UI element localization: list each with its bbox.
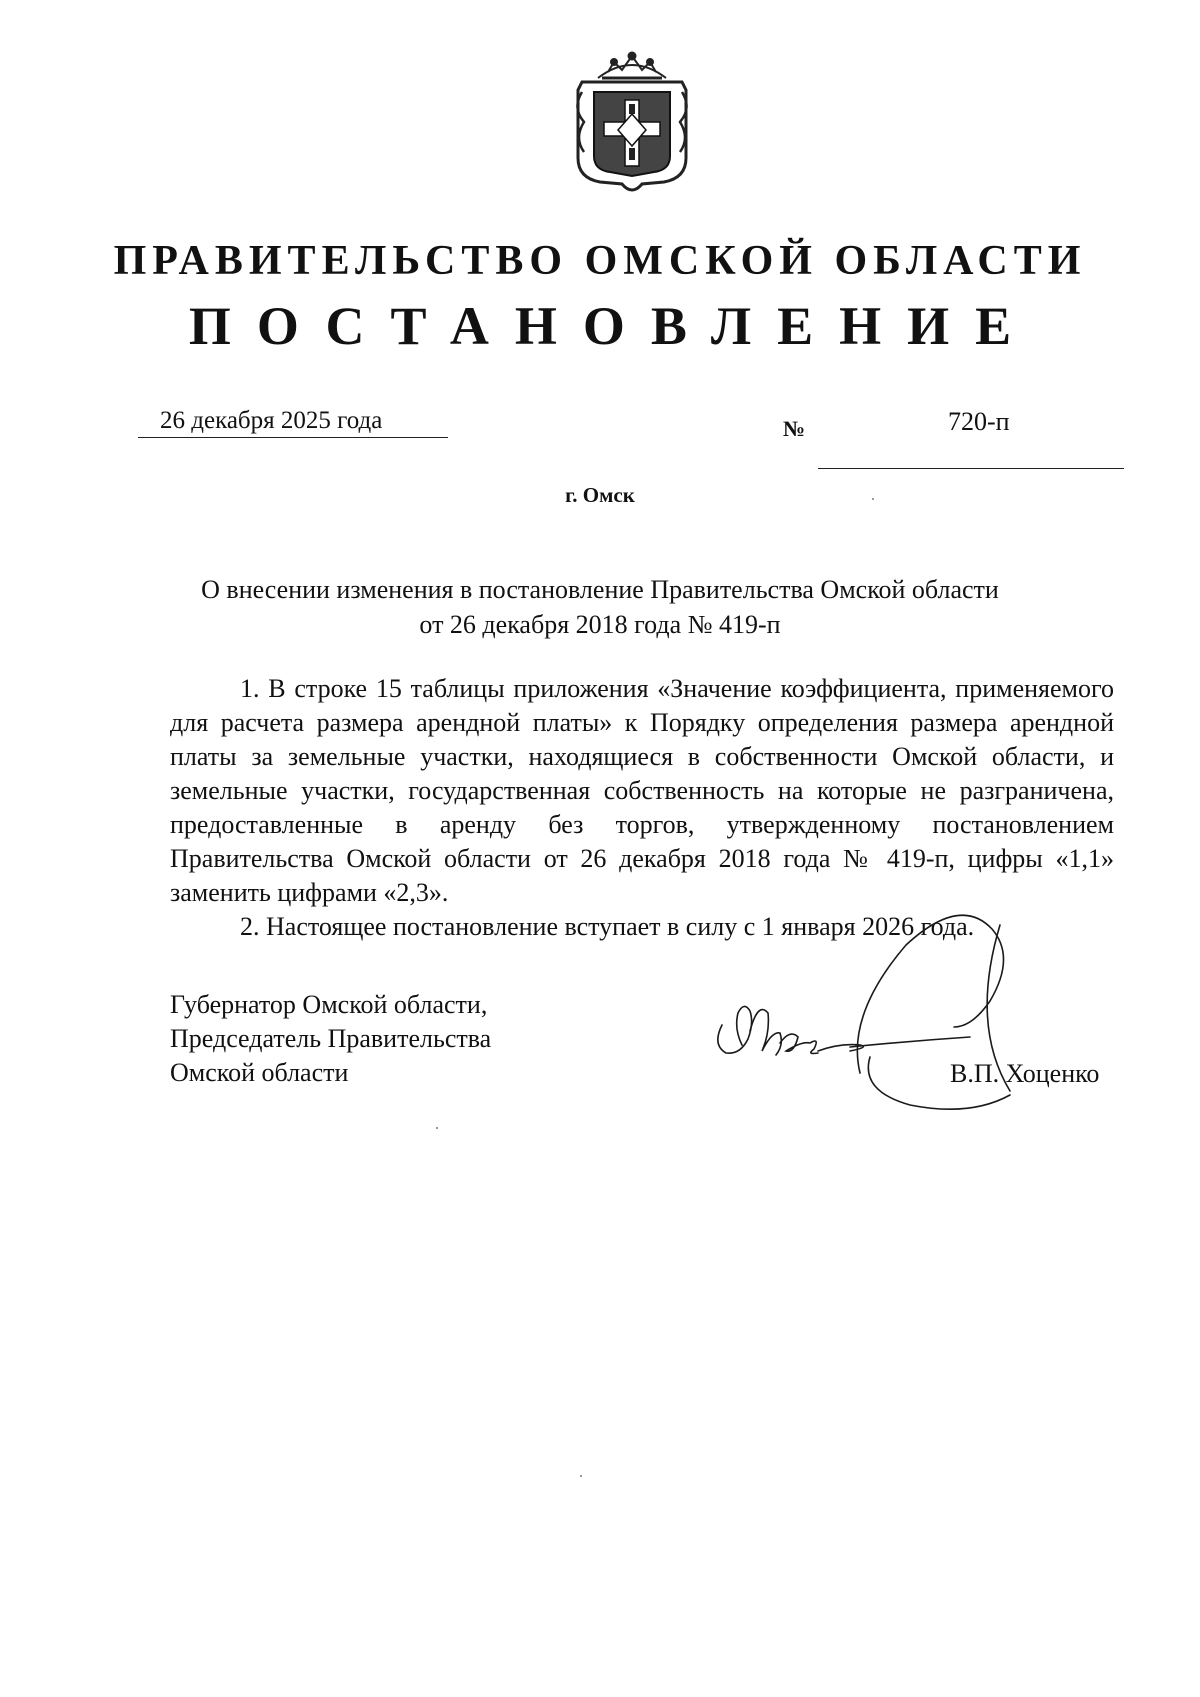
document-number: 720-п xyxy=(948,407,1010,436)
position-line-3: Омской области xyxy=(170,1058,349,1087)
body-paragraph-1: 1. В строке 15 таблицы приложения «Значение коэффициента, применяемого для расчета размера арендной платы» к Порядку определения размера арендной платы за земельные участки, находящиеся в собственности Омской области, и земельные участки, государственная собственность на которые не разграничена, предоставленные в аренду без торгов, утвержденному постановлением Правительства Омской области от 26 декабря 2018 года № 419-п, цифры «1,1» заменить цифрами «2,3». xyxy=(170,674,1114,907)
position-line-1: Губернатор Омской области, xyxy=(170,990,488,1019)
document-body xyxy=(170,672,1114,944)
city-label: г. Омск xyxy=(565,483,635,507)
scan-speck xyxy=(872,498,874,500)
document-type-title: ПОСТАНОВЛЕНИЕ xyxy=(188,296,1038,356)
number-underline xyxy=(818,468,1124,469)
handwritten-signature xyxy=(710,905,1130,1115)
number-sign: № xyxy=(783,416,806,441)
scan-speck xyxy=(580,1475,582,1477)
signatory-position xyxy=(170,988,491,1090)
date-underline xyxy=(138,437,448,438)
government-title: ПРАВИТЕЛЬСТВО ОМСКОЙ ОБЛАСТИ xyxy=(113,238,1087,284)
document-date: 26 декабря 2025 года xyxy=(160,407,383,434)
document-subject xyxy=(0,572,1200,642)
subject-line-1: О внесении изменения в постановление Правительства Омской области xyxy=(201,575,999,604)
scan-speck xyxy=(436,1127,438,1129)
position-line-2: Председатель Правительства xyxy=(170,1024,492,1053)
body-paragraph-2: 2. Настоящее постановление вступает в силу с 1 января 2026 года. xyxy=(240,912,975,941)
signatory-name: В.П. Хоценко xyxy=(950,1059,1100,1088)
subject-line-2: от 26 декабря 2018 года № 419-п xyxy=(419,610,781,639)
coat-of-arms-icon xyxy=(568,48,696,196)
